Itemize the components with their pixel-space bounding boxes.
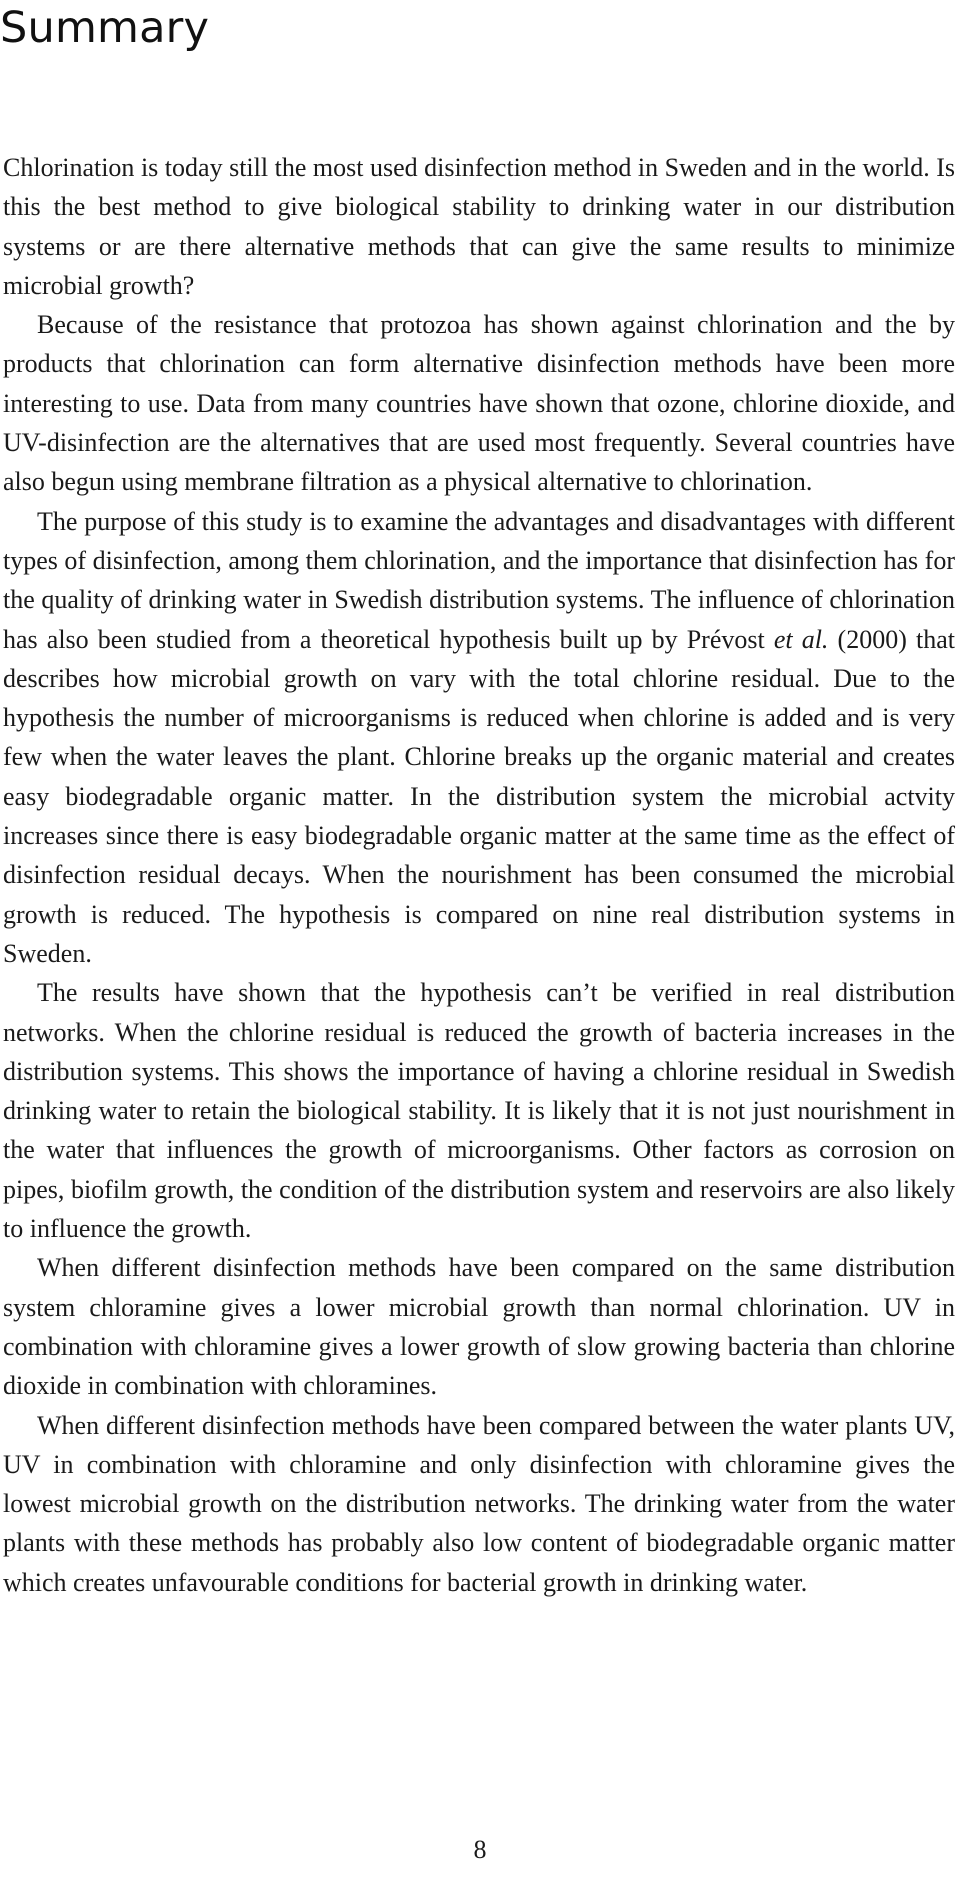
paragraph-5: When different disinfection methods have been compared on the same distribution system chloramine gives a lower microbial growth than normal chlorination. UV in combination with chloramine gives a lower growth of slow growing bacteria than chlorine dioxide in combination with chloramines. <box>3 1253 955 1401</box>
paragraph-3 <box>3 502 955 974</box>
paragraph-6: When different disinfection methods have been compared between the water plants UV, UV in combination with chloramine and only disinfection with chloramine gives the lowest microbial growth on the distribution networks. The drinking water from the water plants with these methods has probably also low content of biodegradable organic matter which creates unfavourable conditions for bacterial growth in drinking water. <box>3 1410 955 1597</box>
paragraph-3-text-start: The purpose of this study is to examine the advantages and disadvantages with different types of disinfection, among them chlorination, and the importance that disinfection has for the quality of drinking water in Swedish distribution systems. The influence of chlorination has also been studied from a theoretical hypothesis built up by Prévost <box>3 506 955 654</box>
page-number: 8 <box>473 1835 487 1864</box>
paragraph-3-text-end: (2000) that describes how microbial growth on vary with the total chlorine residual. Due to the hypothesis the number of microorganisms is reduced when chlorine is added and is very few when the water leaves the plant. Chlorine breaks up the organic material and creates easy biodegradable organic matter. In the distribution system the microbial actvity increases since there is easy biodegradable organic matter at the same time as the effect of disinfection residual decays. When the nourishment has been consumed the microbial growth is reduced. The hypothesis is compared on nine real distribution systems in Sweden. <box>3 624 955 968</box>
page-title: Summary <box>0 3 210 53</box>
citation-et-al: et al. <box>773 624 829 654</box>
summary-body <box>3 148 955 1602</box>
paragraph-1: Chlorination is today still the most used disinfection method in Sweden and in the world. Is this the best method to give biological stability to drinking water in our distribution systems or are there alternative methods that can give the same results to minimize microbial growth? <box>3 153 955 300</box>
paragraph-2: Because of the resistance that protozoa has shown against chlorination and the by products that chlorination can form alternative disinfection methods have been more interesting to use. Data from many countries have shown that ozone, chlorine dioxide, and UV-disinfection are the alternatives that are used most frequently. Several countries have also begun using membrane filtration as a physical alternative to chlorination. <box>3 310 955 497</box>
paragraph-4: The results have shown that the hypothesis can’t be verified in real distribution networks. When the chlorine residual is reduced the growth of bacteria increases in the distribution systems. This shows the importance of having a chlorine residual in Swedish drinking water to retain the biological stability. It is likely that it is not just nourishment in the water that influences the growth of microorganisms. Other factors as corrosion on pipes, biofilm growth, the condition of the distribution system and reservoirs are also likely to influence the growth. <box>3 978 955 1244</box>
